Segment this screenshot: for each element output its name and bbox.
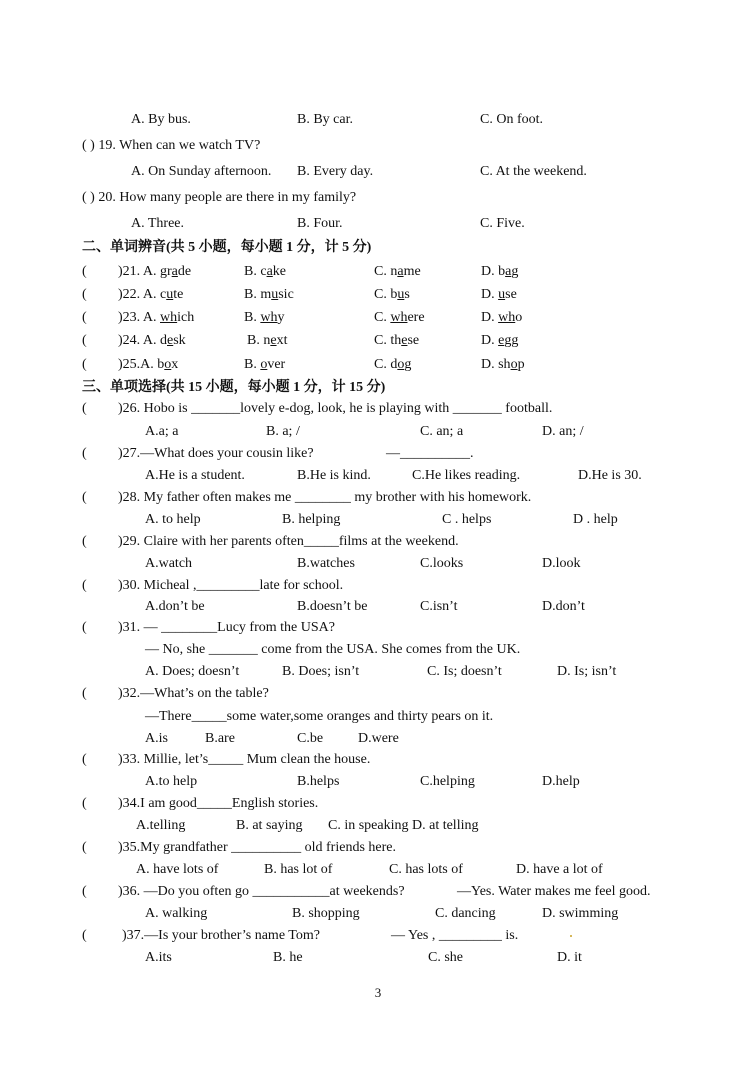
text-segment: g <box>511 264 519 279</box>
text-segment: gg <box>504 333 519 348</box>
text-cell: ( <box>82 796 87 811</box>
text-cell: A. Does; doesn’t <box>145 664 240 679</box>
text-cell: )37.—Is your brother’s name Tom? <box>122 928 320 943</box>
text-cell: C.looks <box>420 556 464 571</box>
text-cell <box>481 308 522 328</box>
text-segment: ke <box>272 264 286 279</box>
text-cell: B. By car. <box>297 112 353 127</box>
underlined-letters: u <box>397 287 405 302</box>
text-cell: ( <box>82 446 87 461</box>
text-cell <box>481 331 518 351</box>
question-line <box>0 188 756 208</box>
underlined-letters: e <box>401 333 408 348</box>
underlined-letters: a <box>266 264 273 279</box>
text-cell: 二、单词辨音(共 5 小题，每小题 1 分，计 5 分) <box>82 240 372 255</box>
text-cell: C. she <box>428 950 463 965</box>
question-line <box>0 399 756 419</box>
question-line <box>0 444 756 464</box>
text-segment: C. b <box>374 287 398 302</box>
text-cell: B.helps <box>297 774 340 789</box>
text-cell: B. at saying <box>236 818 303 833</box>
text-segment: )22. A. c <box>118 287 167 302</box>
text-cell <box>118 262 191 282</box>
text-cell: 三、单项选择(共 15 小题，每小题 1 分，计 15 分) <box>82 380 386 395</box>
text-segment: B. <box>244 357 261 372</box>
question-line <box>0 772 756 792</box>
text-cell: D.were <box>358 731 399 746</box>
question-line <box>0 926 756 946</box>
text-cell: C. in speaking D. at telling <box>328 818 479 833</box>
question-line <box>0 308 756 328</box>
text-cell: C. has lots of <box>389 862 463 877</box>
text-segment: x <box>171 357 179 372</box>
question-line <box>0 948 756 968</box>
text-cell <box>244 285 294 305</box>
question-line <box>0 750 756 770</box>
text-segment: D. sh <box>481 357 511 372</box>
question-line <box>0 640 756 660</box>
underlined-letters: u <box>271 287 279 302</box>
text-segment: )23. A. <box>118 310 160 325</box>
text-segment: )21. A. gr <box>118 264 172 279</box>
text-cell: )26. Hobo is _______lovely e-dog, look, he is playing with _______ football. <box>118 401 553 416</box>
question-line <box>0 136 756 156</box>
question-line <box>0 554 756 574</box>
text-cell: C. At the weekend. <box>480 164 587 179</box>
question-line <box>0 576 756 596</box>
underlined-letters: a <box>171 264 178 279</box>
text-segment: )25.A. b <box>118 357 165 372</box>
underlined-letters: a <box>397 264 404 279</box>
text-cell: A. Three. <box>131 216 184 231</box>
text-segment: D. <box>481 333 499 348</box>
text-cell: C. dancing <box>435 906 496 921</box>
question-line <box>0 618 756 638</box>
text-cell <box>118 355 178 375</box>
text-cell: C . helps <box>442 512 492 527</box>
text-segment: se <box>505 287 517 302</box>
text-segment: B. <box>244 310 261 325</box>
text-cell: —__________. <box>386 446 474 461</box>
section-heading <box>0 238 756 258</box>
question-line <box>0 262 756 282</box>
text-cell: B. he <box>273 950 303 965</box>
question-line <box>0 110 756 130</box>
text-cell: ( <box>82 264 87 279</box>
text-cell: )31. — ________Lucy from the USA? <box>118 620 335 635</box>
text-cell: D.help <box>542 774 580 789</box>
text-cell: A.is <box>145 731 168 746</box>
text-segment: g <box>404 357 412 372</box>
text-segment: D. <box>481 310 499 325</box>
text-cell: )36. —Do you often go ___________at weekends? <box>118 884 405 899</box>
text-segment: C. d <box>374 357 398 372</box>
text-cell: A.its <box>145 950 172 965</box>
underlined-letters: u <box>166 287 174 302</box>
text-segment: C. th <box>374 333 402 348</box>
question-line <box>0 904 756 924</box>
text-cell: B. shopping <box>292 906 360 921</box>
text-cell: — Yes , _________ is. <box>391 928 519 943</box>
text-cell: C.be <box>297 731 324 746</box>
underlined-letters: o <box>164 357 172 372</box>
underlined-letters: wh <box>260 310 278 325</box>
text-cell <box>247 331 287 351</box>
question-line <box>0 355 756 375</box>
text-segment: ich <box>177 310 195 325</box>
text-cell: )34.I am good_____English stories. <box>118 796 319 811</box>
text-cell: ( ) 19. When can we watch TV? <box>82 138 261 153</box>
question-line <box>0 510 756 530</box>
text-cell: A. On Sunday afternoon. <box>131 164 272 179</box>
text-cell: C. Is; doesn’t <box>427 664 502 679</box>
text-segment: de <box>177 264 192 279</box>
text-cell <box>244 308 284 328</box>
text-segment: ere <box>407 310 425 325</box>
text-cell: B. Four. <box>297 216 343 231</box>
text-cell: A.a; a <box>145 424 179 439</box>
text-cell <box>374 308 425 328</box>
text-cell: A. By bus. <box>131 112 191 127</box>
question-line <box>0 882 756 902</box>
text-cell <box>118 308 194 328</box>
underlined-letters: e <box>167 333 174 348</box>
text-cell: ( <box>82 884 87 899</box>
text-segment: y <box>277 310 285 325</box>
text-cell: A. walking <box>145 906 208 921</box>
text-cell <box>481 355 525 375</box>
underlined-letters: o <box>397 357 405 372</box>
page-number: 3 <box>374 985 382 1000</box>
text-segment: sk <box>173 333 186 348</box>
text-cell: ( <box>82 333 87 348</box>
text-segment: o <box>515 310 523 325</box>
text-cell: B.are <box>205 731 235 746</box>
question-line <box>0 466 756 486</box>
text-segment: xt <box>276 333 288 348</box>
text-cell: ( <box>82 357 87 372</box>
underlined-letters: wh <box>390 310 408 325</box>
text-cell: C.helping <box>420 774 475 789</box>
underlined-letters: e <box>498 333 505 348</box>
text-cell: C.isn’t <box>420 599 458 614</box>
text-cell: )32.—What’s on the table? <box>118 686 269 701</box>
text-segment: te <box>173 287 184 302</box>
text-cell: B.He is kind. <box>297 468 371 483</box>
text-cell: ( <box>82 534 87 549</box>
question-line <box>0 214 756 234</box>
text-cell: D. it <box>557 950 582 965</box>
text-cell: ( <box>82 490 87 505</box>
text-cell: D. Is; isn’t <box>557 664 617 679</box>
stray-dot <box>570 935 572 937</box>
text-cell: )30. Micheal ,_________late for school. <box>118 578 344 593</box>
text-segment: ver <box>267 357 286 372</box>
underlined-letters: o <box>510 357 518 372</box>
text-cell: B. has lot of <box>264 862 333 877</box>
text-cell: D. have a lot of <box>516 862 603 877</box>
text-cell: —Yes. Water makes me feel good. <box>457 884 651 899</box>
text-cell: A.watch <box>145 556 193 571</box>
text-cell: D . help <box>573 512 618 527</box>
text-segment: s <box>404 287 410 302</box>
text-cell: D.look <box>542 556 581 571</box>
question-line <box>0 729 756 749</box>
text-segment: B. c <box>244 264 267 279</box>
text-cell: )35.My grandfather __________ old friends here. <box>118 840 396 855</box>
text-cell: D.He is 30. <box>578 468 642 483</box>
text-segment: p <box>517 357 525 372</box>
text-cell: ( <box>82 686 87 701</box>
text-cell: D. swimming <box>542 906 619 921</box>
text-cell: C. On foot. <box>480 112 543 127</box>
text-cell: D.don’t <box>542 599 585 614</box>
text-cell: ( <box>82 401 87 416</box>
question-line <box>0 662 756 682</box>
text-cell: B.watches <box>297 556 355 571</box>
underlined-letters: u <box>498 287 506 302</box>
underlined-letters: a <box>505 264 512 279</box>
text-cell: ( <box>82 928 87 943</box>
question-line <box>0 331 756 351</box>
text-cell: B. Does; isn’t <box>282 664 360 679</box>
text-segment: B. m <box>244 287 272 302</box>
question-line <box>0 532 756 552</box>
question-line <box>0 838 756 858</box>
question-line <box>0 422 756 442</box>
text-segment: me <box>403 264 421 279</box>
text-segment: se <box>407 333 420 348</box>
text-cell: B. helping <box>282 512 341 527</box>
text-cell <box>244 355 285 375</box>
text-cell: ( <box>82 578 87 593</box>
text-cell <box>481 262 518 282</box>
text-cell: )29. Claire with her parents often_____films at the weekend. <box>118 534 459 549</box>
text-cell: — No, she _______ come from the USA. She comes from the UK. <box>145 642 521 657</box>
text-cell: ( ) 20. How many people are there in my family? <box>82 190 357 205</box>
text-cell: )27.—What does your cousin like? <box>118 446 314 461</box>
underlined-letters: e <box>270 333 277 348</box>
question-line <box>0 707 756 727</box>
text-cell <box>374 285 410 305</box>
question-line <box>0 162 756 182</box>
question-line <box>0 597 756 617</box>
text-segment: C. n <box>374 264 398 279</box>
text-cell: A. have lots of <box>136 862 219 877</box>
text-cell: )33. Millie, let’s_____ Mum clean the house. <box>118 752 371 767</box>
text-segment: )24. A. d <box>118 333 167 348</box>
text-segment: D. b <box>481 264 506 279</box>
text-cell <box>118 285 183 305</box>
text-cell: ( <box>82 840 87 855</box>
text-segment: C. <box>374 310 391 325</box>
text-cell: A.to help <box>145 774 198 789</box>
text-cell: ( <box>82 310 87 325</box>
text-cell <box>118 331 186 351</box>
text-cell: B. a; / <box>266 424 300 439</box>
underlined-letters: o <box>260 357 268 372</box>
text-cell: )28. My father often makes me ________ my brother with his homework. <box>118 490 532 505</box>
text-cell: ( <box>82 620 87 635</box>
text-cell <box>481 285 517 305</box>
text-cell <box>374 262 421 282</box>
underlined-letters: wh <box>160 310 178 325</box>
text-cell: A.He is a student. <box>145 468 245 483</box>
text-segment: D. <box>481 287 499 302</box>
text-cell: A.telling <box>136 818 186 833</box>
text-cell <box>244 262 286 282</box>
question-line <box>0 816 756 836</box>
text-cell <box>374 355 411 375</box>
question-line <box>0 860 756 880</box>
text-cell: C. an; a <box>420 424 464 439</box>
question-line <box>0 794 756 814</box>
text-cell: C.He likes reading. <box>412 468 521 483</box>
text-cell: B.doesn’t be <box>297 599 368 614</box>
text-segment: sic <box>278 287 294 302</box>
text-cell: ( <box>82 752 87 767</box>
text-cell <box>374 331 419 351</box>
text-cell: B. Every day. <box>297 164 374 179</box>
section-heading <box>0 378 756 398</box>
question-line <box>0 488 756 508</box>
text-segment: B. n <box>247 333 271 348</box>
text-cell: A.don’t be <box>145 599 205 614</box>
text-cell: C. Five. <box>480 216 525 231</box>
text-cell: ( <box>82 287 87 302</box>
question-line <box>0 684 756 704</box>
question-line <box>0 285 756 305</box>
text-cell: D. an; / <box>542 424 584 439</box>
underlined-letters: wh <box>498 310 516 325</box>
text-cell: —There_____some water,some oranges and thirty pears on it. <box>145 709 494 724</box>
text-cell: A. to help <box>145 512 201 527</box>
